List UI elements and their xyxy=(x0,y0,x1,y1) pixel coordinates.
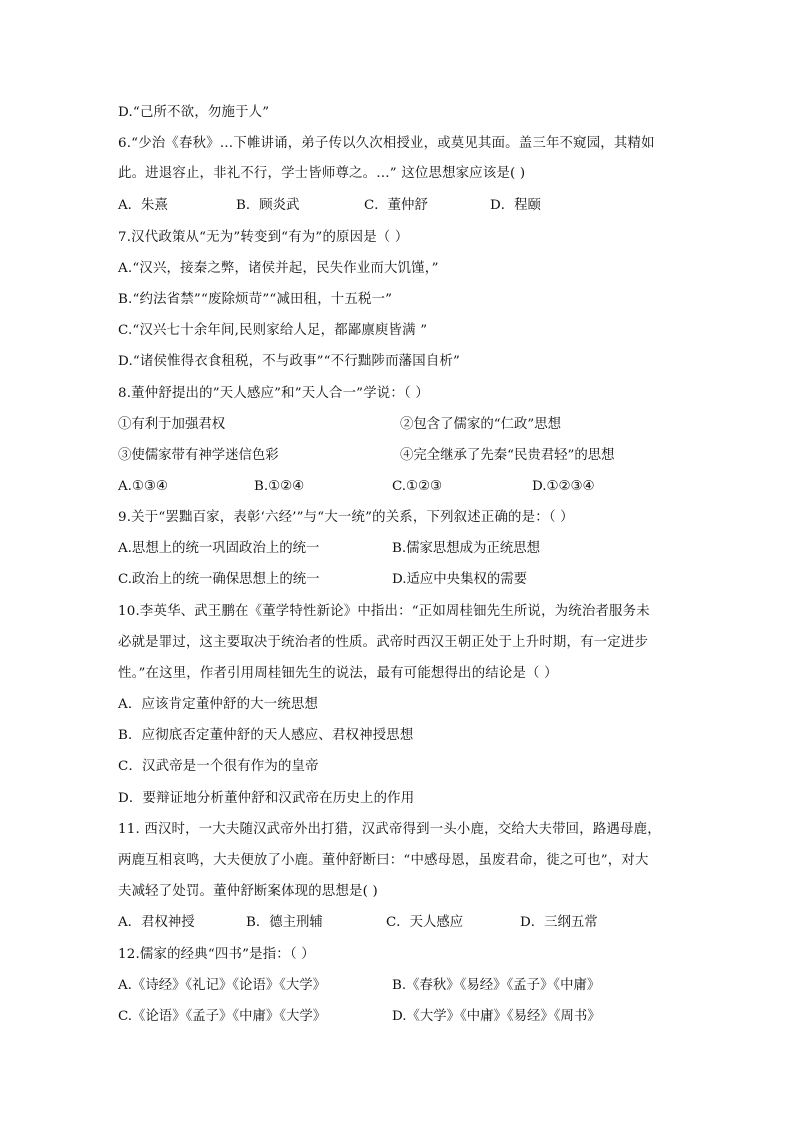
q8-option-b: B.①②④ xyxy=(254,479,305,494)
q8-statement-3: ③使儒家带有神学迷信色彩 xyxy=(118,448,279,463)
q11-stem-line3: 夫减轻了处罚。董仲舒断案体现的思想是( ) xyxy=(118,884,378,899)
q10-stem-line2: 必就是罪过，这主要取决于统治者的性质。武帝时西汉王朝正处于上升时期，有一定进步 xyxy=(118,635,649,650)
q9-option-d: D.适应中央集权的需要 xyxy=(392,572,528,587)
q11-stem-line2: 两鹿互相哀鸣，大夫便放了小鹿。董仲舒断曰：“中感母恩，虽废君命，徙之可也”，对大 xyxy=(118,853,649,868)
q7-option-b: B.“约法省禁”“废除烦苛”“减田租，十五税一” xyxy=(118,292,393,307)
q6-option-a: A．朱熹 xyxy=(118,198,168,213)
q12-option-d: D.《大学》《中庸》《易经》《周书》 xyxy=(392,1009,601,1024)
q5-option-d: D.“己所不欲，勿施于人” xyxy=(118,105,270,120)
q8-option-d: D.①②③④ xyxy=(532,479,595,494)
q12-stem: 12.儒家的经典“四书”是指：（ ） xyxy=(118,947,315,962)
q6-option-d: D．程颐 xyxy=(490,198,541,213)
q11-option-c: C．天人感应 xyxy=(386,915,464,930)
q8-statement-4: ④完全继承了先秦“民贵君轻”的思想 xyxy=(400,448,615,463)
q8-statement-2: ②包含了儒家的“仁政”思想 xyxy=(400,417,561,432)
q7-stem: 7.汉代政策从“无为”转变到“有为”的原因是（ ） xyxy=(118,230,409,245)
q12-option-b: B.《春秋》《易经》《孟子》《中庸》 xyxy=(392,978,601,993)
q10-option-c: C．汉武帝是一个很有作为的皇帝 xyxy=(118,759,319,774)
q8-statement-1: ①有利于加强君权 xyxy=(118,417,226,432)
q11-option-b: B．德主刑辅 xyxy=(246,915,323,930)
q7-option-a: A.“汉兴，接秦之弊，诸侯并起，民失作业而大饥馑，” xyxy=(118,261,439,276)
q7-option-c: C.“汉兴七十余年间,民则家给人足，都鄙廪庾皆满 ” xyxy=(118,323,428,338)
q6-option-c: C．董仲舒 xyxy=(364,198,428,213)
q7-option-d: D.“诸侯惟得衣食租税，不与政事”“不行黜陟而藩国自析” xyxy=(118,354,461,369)
q9-stem: 9.关于“罢黜百家，表彰‘六经’”与“大一统”的关系，下列叙述正确的是：（ ） xyxy=(118,510,574,525)
q10-stem-line3: 性。”在这里，作者引用周桂钿先生的说法，最有可能想得出的结论是（ ） xyxy=(118,666,558,681)
q10-option-d: D．要辩证地分析董仲舒和汉武帝在历史上的作用 xyxy=(118,791,415,806)
q6-stem-line1: 6.“少治《春秋》…下帷讲诵，弟子传以久次相授业，或莫见其面。盖三年不窥园，其精如 xyxy=(118,136,655,151)
q9-option-a: A.思想上的统一巩固政治上的统一 xyxy=(118,541,320,556)
q11-option-d: D．三纲五常 xyxy=(520,915,598,930)
q10-option-a: A．应该肯定董仲舒的大一统思想 xyxy=(118,697,319,712)
q12-option-a: A.《诗经》《礼记》《论语》《大学》 xyxy=(118,978,327,993)
q8-option-a: A.①③④ xyxy=(118,479,168,494)
q9-option-b: B.儒家思想成为正统思想 xyxy=(392,541,541,556)
q11-option-a: A．君权神授 xyxy=(118,915,195,930)
q8-stem: 8.董仲舒提出的”天人感应”和”天人合一”学说：（ ） xyxy=(118,386,429,401)
q10-option-b: B．应彻底否定董仲舒的天人感应、君权神授思想 xyxy=(118,728,414,743)
q8-option-c: C.①②③ xyxy=(392,479,443,494)
q6-stem-line2: 此。进退容止，非礼不行，学士皆师尊之。…” 这位思想家应该是( ) xyxy=(118,166,526,181)
q12-option-c: C.《论语》《孟子》《中庸》《大学》 xyxy=(118,1009,327,1024)
q10-stem-line1: 10.李英华、武王鹏在《董学特性新论》中指出：“正如周桂钿先生所说，为统治者服务未 xyxy=(118,604,650,619)
q6-option-b: B．顾炎武 xyxy=(236,198,300,213)
q11-stem-line1: 11. 西汉时，一大夫随汉武帝外出打猎，汉武帝得到一头小鹿，交给大夫带回，路遇母鹿， xyxy=(118,822,661,837)
q9-option-c: C.政治上的统一确保思想上的统一 xyxy=(118,572,320,587)
